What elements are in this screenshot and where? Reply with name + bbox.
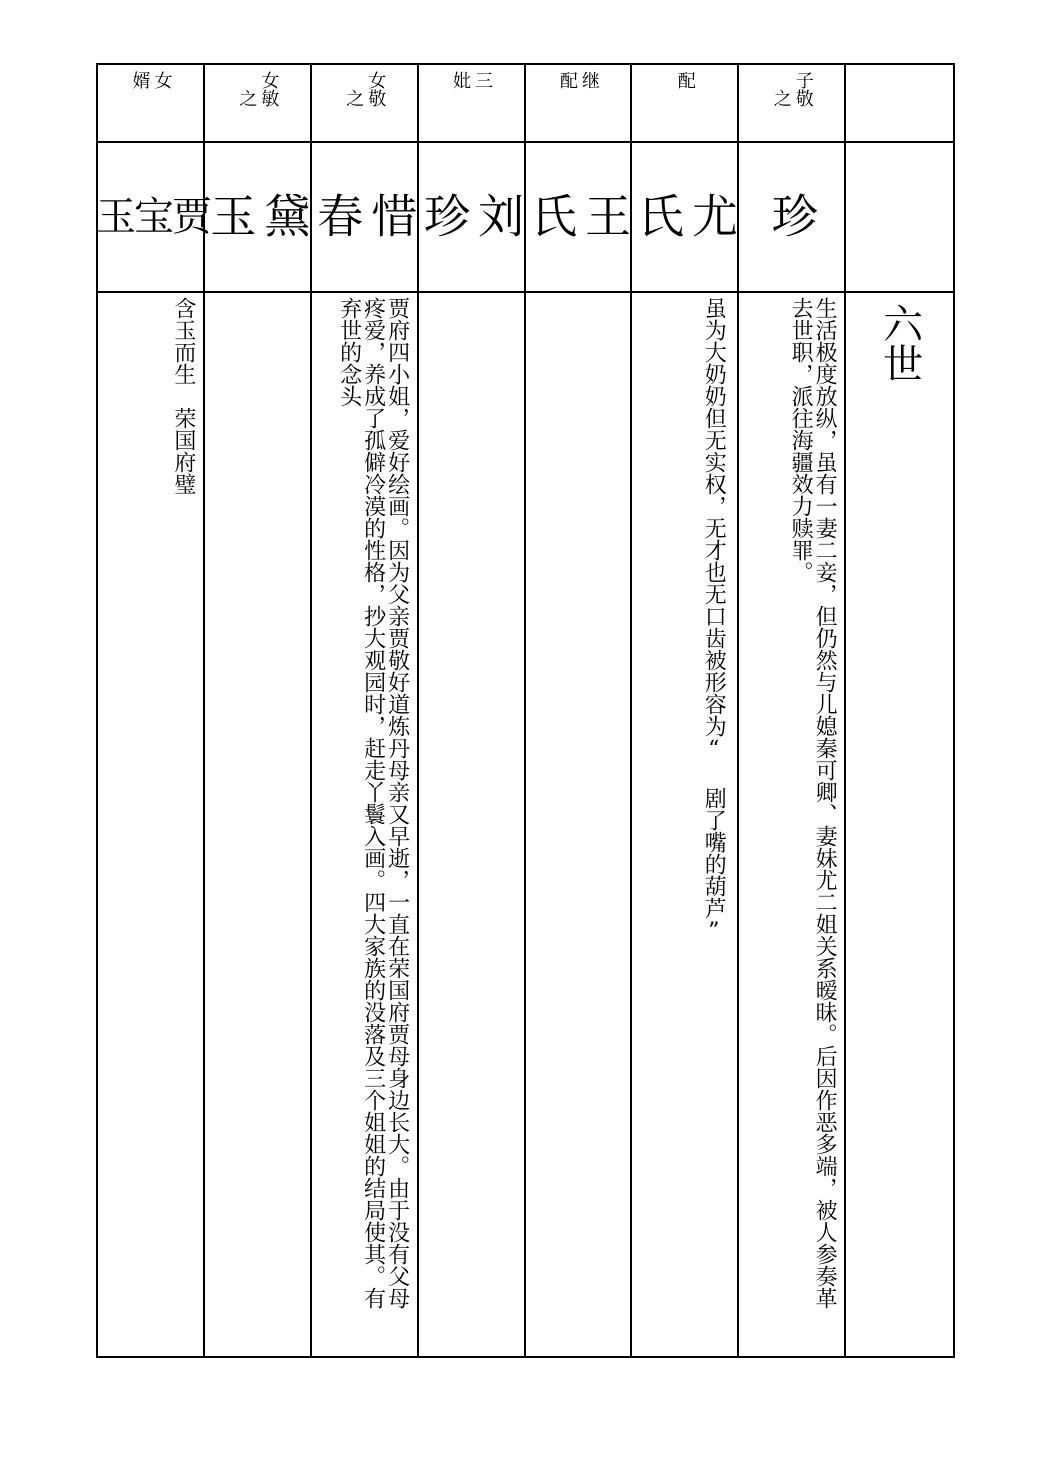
note-cell [632, 293, 739, 1356]
name-cell [632, 143, 739, 293]
genealogy-table [89, 63, 955, 1358]
relation-label: 子敬 之 [770, 71, 814, 107]
name-cell [89, 143, 212, 293]
relation-cell [739, 65, 846, 143]
relation-label: 配 [674, 71, 696, 89]
biography-note: 贾府四小姐，爱好绘画。因为父亲贾敬好道炼丹母亲又早逝，一直在荣国府贾母身边长大。由于没有父母疼爱，养成了孤僻冷漠的性格，抄大观园时，赶走丫鬟入画。四大家族的没落及三个姐姐的结局使其。有弃世的念头 [336, 297, 410, 1309]
relation-cell [312, 65, 419, 143]
relation-cell [419, 65, 526, 143]
note-cell [739, 293, 846, 1356]
person-name: 贾 宝 玉 [89, 195, 212, 239]
person-name: 惜 春 [310, 192, 419, 242]
note-cell [205, 293, 312, 1356]
relation-label: 继 配 [556, 71, 600, 89]
biography-note: 含玉而生 荣国府璧 [170, 297, 196, 495]
name-cell [523, 143, 633, 293]
name-cell [205, 143, 312, 293]
relation-label: 女敬 之 [343, 71, 387, 107]
person-name: 珍 [764, 192, 819, 242]
person-name: 尤 氏 [630, 192, 739, 242]
person-name: 刘 珍 [417, 192, 526, 242]
biography-note: 虽为大奶奶但无实权，无才也无口齿被形容为“ 剧了嘴的葫芦” [701, 297, 727, 944]
generation-cell [846, 293, 953, 1356]
relation-cell [98, 65, 205, 143]
name-cell [846, 143, 953, 293]
note-cell [98, 293, 205, 1356]
person-name: 王 氏 [523, 192, 632, 242]
relation-cell [205, 65, 312, 143]
relation-label: 女敏 之 [236, 71, 280, 107]
note-cell [526, 293, 633, 1356]
generation-label: 六世 [876, 303, 923, 383]
relation-cell [526, 65, 633, 143]
name-cell [312, 143, 419, 293]
person-name: 黛 玉 [203, 192, 312, 242]
note-cell [312, 293, 419, 1356]
biography-note: 生活极度放纵，虽有一妻二妾，但仍然与儿媳秦可卿、妻妹尤二姐关系暧昧。后因作恶多端，被人参奏革去世职，派往海疆效力赎罪。 [788, 297, 838, 1309]
relation-cell [632, 65, 739, 143]
name-cell [739, 143, 846, 293]
relation-cell [846, 65, 953, 143]
relation-label: 女 婿 [129, 71, 173, 89]
name-cell [419, 143, 526, 293]
note-cell [419, 293, 526, 1356]
relation-label: 三 妣 [450, 71, 494, 89]
